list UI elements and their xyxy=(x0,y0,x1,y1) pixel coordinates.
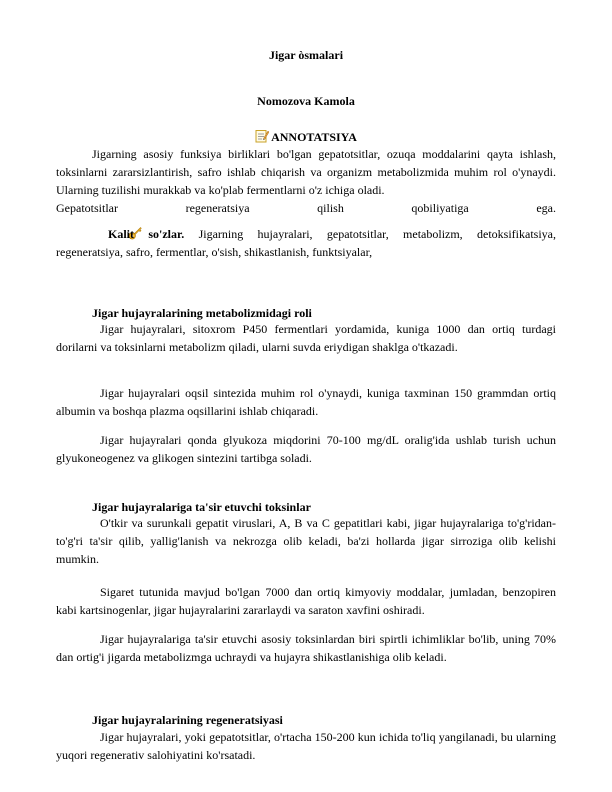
section-paragraph: Jigar hujayralari oqsil sintezida muhim rol o'ynaydi, kuniga taxminan 150 grammdan ortiq albumin va boshqa plazma oqsillarini ishlab chiqaradi. xyxy=(56,386,556,418)
keywords-label: Kalit so'zlar. xyxy=(108,227,185,241)
section-paragraph: Sigaret tutunida mavjud bo'lgan 7000 dan ortiq kimyoviy moddalar, jumladan, benzopiren kabi kartsinogenlar, jigar hujayralarini zararlaydi va saraton xavfini oshiradi. xyxy=(56,585,556,617)
annotation-heading-row xyxy=(56,129,556,144)
section-paragraph: Jigar hujayralari, sitoxrom P450 fermentlari yordamida, kuniga 1000 dan ortiq turdagi dorilarni va toksinlarni metabolizm qiladi, ularni suvda eriydigan shaklga o'tkazadi. xyxy=(56,322,556,354)
section-heading: Jigar hujayralariga ta'sir etuvchi toksinlar xyxy=(92,500,311,514)
section-paragraph: Jigar hujayralari, yoki gepatotsitlar, o'rtacha 150-200 kun ichida to'liq yangilanadi, bu ularning yuqori regenerativ salohiyatini ko'rsatadi. xyxy=(56,730,556,762)
section-paragraph: Jigar hujayralariga ta'sir etuvchi asosiy toksinlardan biri spirtli ichimliklar bo'lib, uning 70% dan ortig'i jigarda metabolizmga uchraydi va hujayra shikastlanishiga olib keladi. xyxy=(56,632,556,664)
document-title: Jigar òsmalari xyxy=(268,48,344,62)
section-heading: Jigar hujayralarining metabolizmidagi roli xyxy=(92,306,312,320)
key-icon xyxy=(92,226,106,240)
section-heading: Jigar hujayralarining regeneratsiyasi xyxy=(92,713,283,727)
keywords-paragraph xyxy=(56,225,556,261)
keywords-text: Jigarning hujayralari, gepatotsitlar, metabolizm, detoksifikatsiya, regeneratsiya, safro, fermentlar, o'sish, shikastlanish, funktsiyalar, xyxy=(56,227,557,259)
annotation-heading: ANNOTATSIYA xyxy=(271,130,357,144)
author-name: Nomozova Kamola xyxy=(257,94,355,108)
section-paragraph: O'tkir va surunkali gepatit viruslari, A, B va C gepatitlari kabi, jigar hujayralariga to'g'ridan-to'g'ri ta'sir qilib, yallig'lanish va nekrozga olib keladi, ba'zi hollarda jigar sirroziga olib kelishi mumkin. xyxy=(56,516,556,566)
section-paragraph: Jigar hujayralari qonda glyukoza miqdorini 70-100 mg/dL oralig'ida ushlab turish uchun glyukoneogenez va glikogen sintezini tartibga soladi. xyxy=(56,433,556,465)
annotation-text: Jigarning asosiy funksiya birliklari bo'lgan gepatotsitlar, ozuqa moddalarini qayta ishlash, toksinlarni zararsizlantirish, safro ishlab chiqarish va organizm metabolizmida muhim rol o'ynaydi. Ularning tuzilishi murakkab va ko'plab fermentlarni o'z ichiga oladi. xyxy=(56,147,556,197)
annotation-text-end: Gepatotsitlar regeneratsiya qilish qobiliyatiga ega. xyxy=(56,201,556,215)
memo-icon xyxy=(255,129,269,143)
